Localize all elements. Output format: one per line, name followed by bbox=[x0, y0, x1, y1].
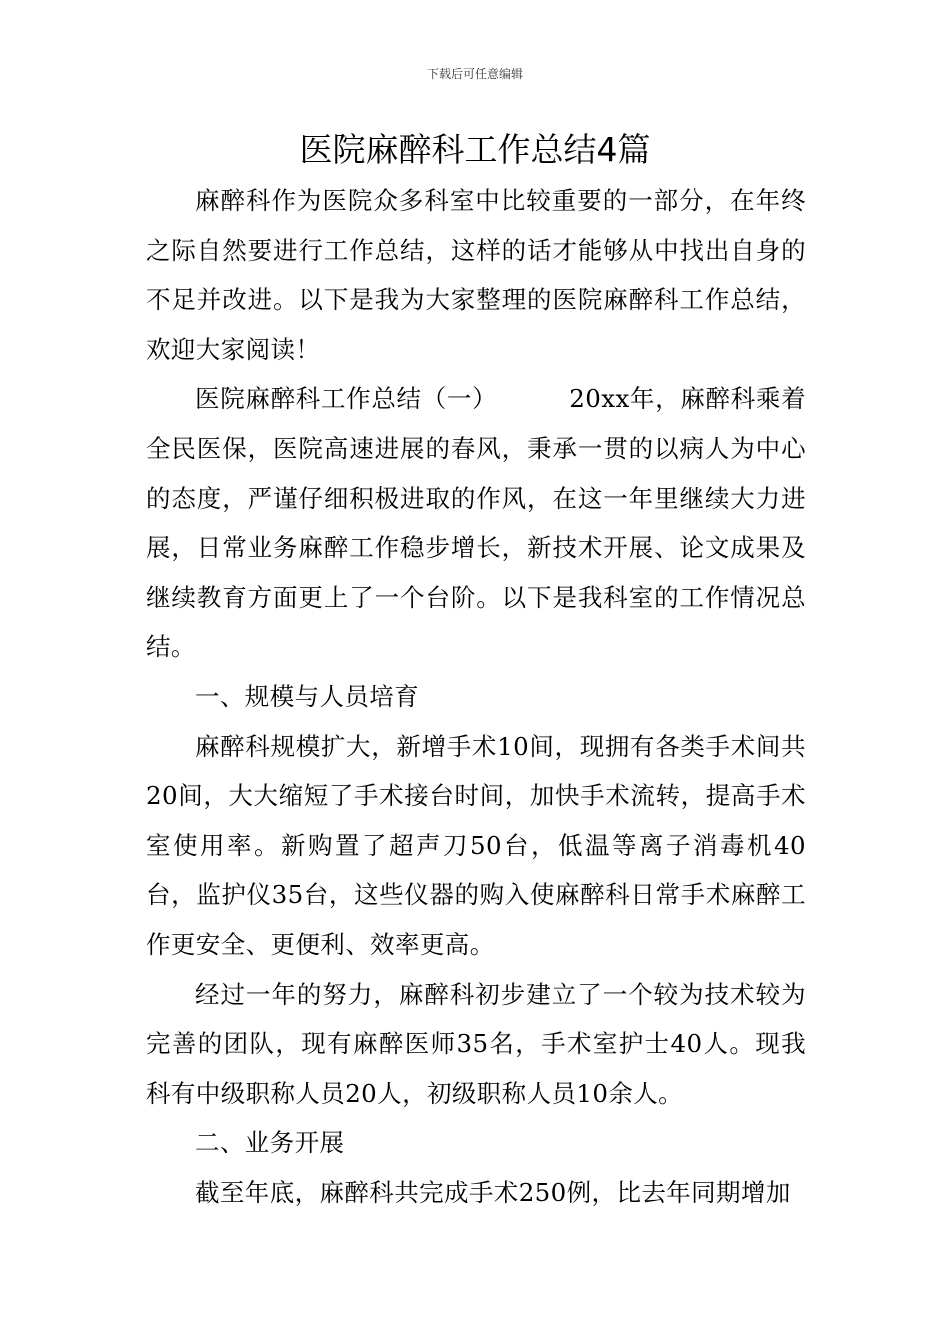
section1-heading: 一、规模与人员培育 bbox=[195, 681, 420, 711]
part1-paragraph bbox=[146, 374, 806, 672]
intro-paragraph: 麻醉科作为医院众多科室中比较重要的一部分，在年终之际自然要进行工作总结，这样的话才能够从中找出自身的不足并改进。以下是我为大家整理的医院麻醉科工作总结，欢迎大家阅读！ bbox=[146, 186, 806, 364]
section2-paragraph-1: 截至年底，麻醉科共完成手术250例，比去年同期增加 bbox=[195, 1177, 791, 1207]
document-body bbox=[146, 176, 806, 1217]
part1-text: 20xx年，麻醉科乘着全民医保，医院高速进展的春风，秉承一贯的以病人为中心的态度，严谨仔细积极进取的作风，在这一年里继续大力进展，日常业务麻醉工作稳步增长，新技术开展、论文成果及继续教育方面更上了一个台阶。以下是我科室的工作情况总结。 bbox=[146, 384, 806, 662]
part1-label: 医院麻醉科工作总结（一） bbox=[195, 384, 498, 414]
section2-heading: 二、业务开展 bbox=[195, 1128, 345, 1158]
header-note: 下载后可任意编辑 bbox=[426, 67, 523, 81]
section1-paragraph-1: 麻醉科规模扩大，新增手术10间，现拥有各类手术间共20间，大大缩短了手术接台时间，加快手术流转，提高手术室使用率。新购置了超声刀50台，低温等离子消毒机40台，监护仪35台，这些仪器的购入使麻醉科日常手术麻醉工作更安全、更便利、效率更高。 bbox=[146, 731, 806, 959]
section1-paragraph-2: 经过一年的努力，麻醉科初步建立了一个较为技术较为完善的团队，现有麻醉医师35名，手术室护士40人。现我科有中级职称人员20人，初级职称人员10余人。 bbox=[146, 979, 806, 1108]
document-title: 医院麻醉科工作总结4篇 bbox=[299, 130, 651, 169]
